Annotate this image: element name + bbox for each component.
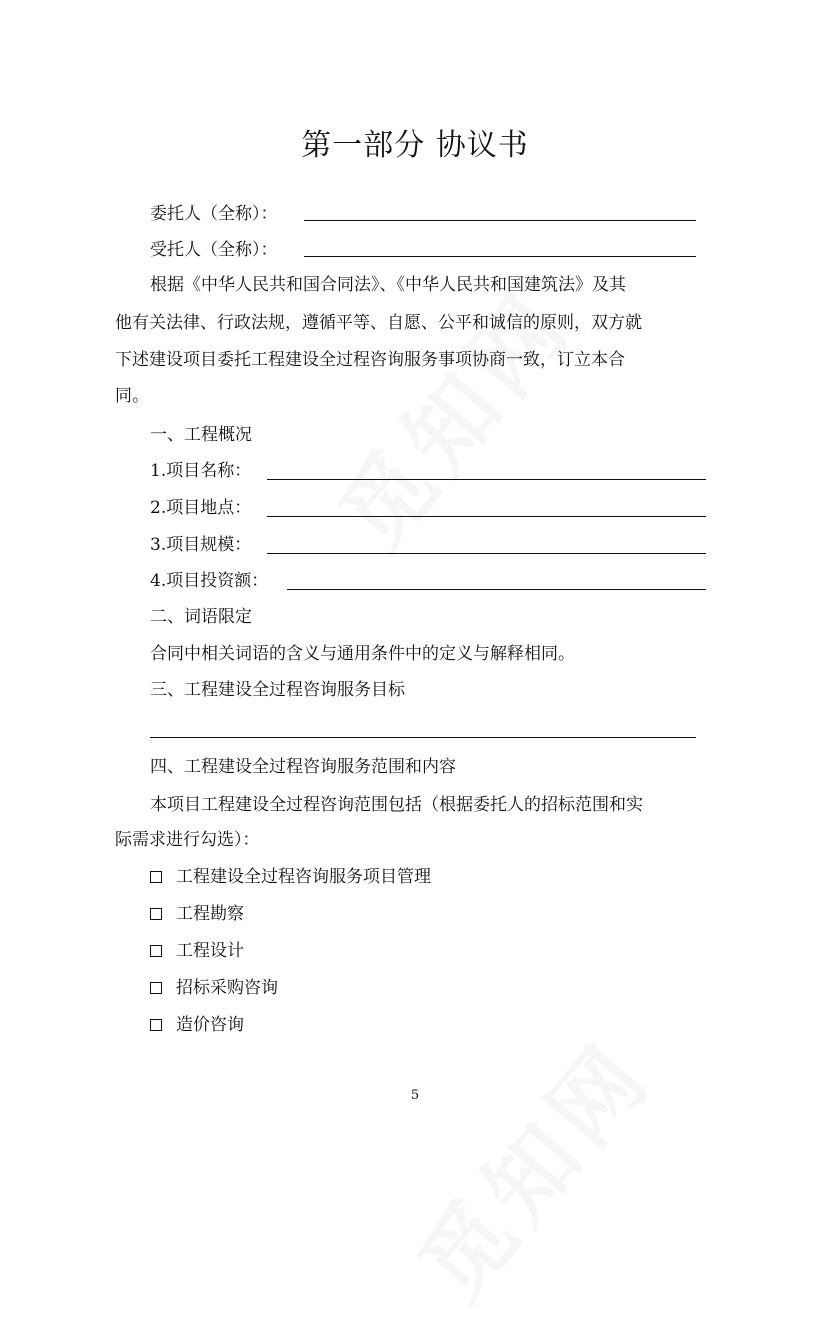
client-label: 委托人（全称）： (150, 204, 278, 224)
project-name-blank[interactable] (267, 479, 706, 480)
option-label: 工程设计 (176, 941, 244, 961)
section4-heading: 四、工程建设全过程咨询服务范围和内容 (150, 757, 456, 777)
preamble-line-3: 下述建设项目委托工程建设全过程咨询服务事项协商一致，订立本合 (115, 350, 625, 370)
option-survey[interactable] (150, 902, 244, 926)
project-location-label: 2.项目地点： (150, 498, 252, 518)
preamble-line-2: 他有关法律、行政法规，遵循平等、自愿、公平和诚信的原则，双方就 (115, 313, 642, 333)
project-scale-blank[interactable] (267, 553, 706, 554)
project-name-label: 1.项目名称： (150, 461, 252, 481)
checkbox-icon[interactable] (150, 1019, 162, 1031)
option-project-management[interactable] (150, 865, 431, 889)
consultant-name-blank[interactable] (304, 256, 696, 257)
option-label: 工程建设全过程咨询服务项目管理 (176, 867, 431, 887)
section2-text: 合同中相关词语的含义与通用条件中的定义与解释相同。 (150, 644, 575, 664)
option-label: 工程勘察 (176, 904, 244, 924)
option-bidding[interactable] (150, 976, 278, 1000)
page-title: 第一部分 协议书 (301, 128, 529, 163)
consultant-label: 受托人（全称）： (150, 240, 278, 260)
client-name-blank[interactable] (304, 220, 696, 221)
checkbox-icon[interactable] (150, 871, 162, 883)
option-label: 招标采购咨询 (176, 978, 278, 998)
checkbox-icon[interactable] (150, 982, 162, 994)
preamble-line-4: 同。 (115, 386, 149, 406)
project-scale-label: 3.项目规模： (150, 535, 252, 555)
project-location-blank[interactable] (267, 516, 706, 517)
project-investment-label: 4.项目投资额： (150, 571, 269, 591)
page-number: 5 (410, 1088, 420, 1103)
checkbox-icon[interactable] (150, 908, 162, 920)
checkbox-icon[interactable] (150, 945, 162, 957)
section4-intro-line-1: 本项目工程建设全过程咨询范围包括（根据委托人的招标范围和实 (150, 795, 643, 815)
watermark-bottom (384, 1008, 676, 1321)
section3-heading: 三、工程建设全过程咨询服务目标 (150, 680, 405, 700)
option-label: 造价咨询 (176, 1015, 244, 1035)
section2-heading: 二、词语限定 (150, 607, 252, 627)
project-investment-blank[interactable] (287, 589, 706, 590)
option-cost-consulting[interactable] (150, 1013, 244, 1037)
watermark (304, 258, 596, 571)
section4-intro-line-2: 际需求进行勾选）： (115, 830, 260, 850)
preamble-line-1: 根据《中华人民共和国合同法》、《中华人民共和国建筑法》及其 (150, 275, 626, 295)
section1-heading: 一、工程概况 (150, 425, 252, 445)
service-goal-blank[interactable] (150, 737, 696, 738)
option-design[interactable] (150, 939, 244, 963)
